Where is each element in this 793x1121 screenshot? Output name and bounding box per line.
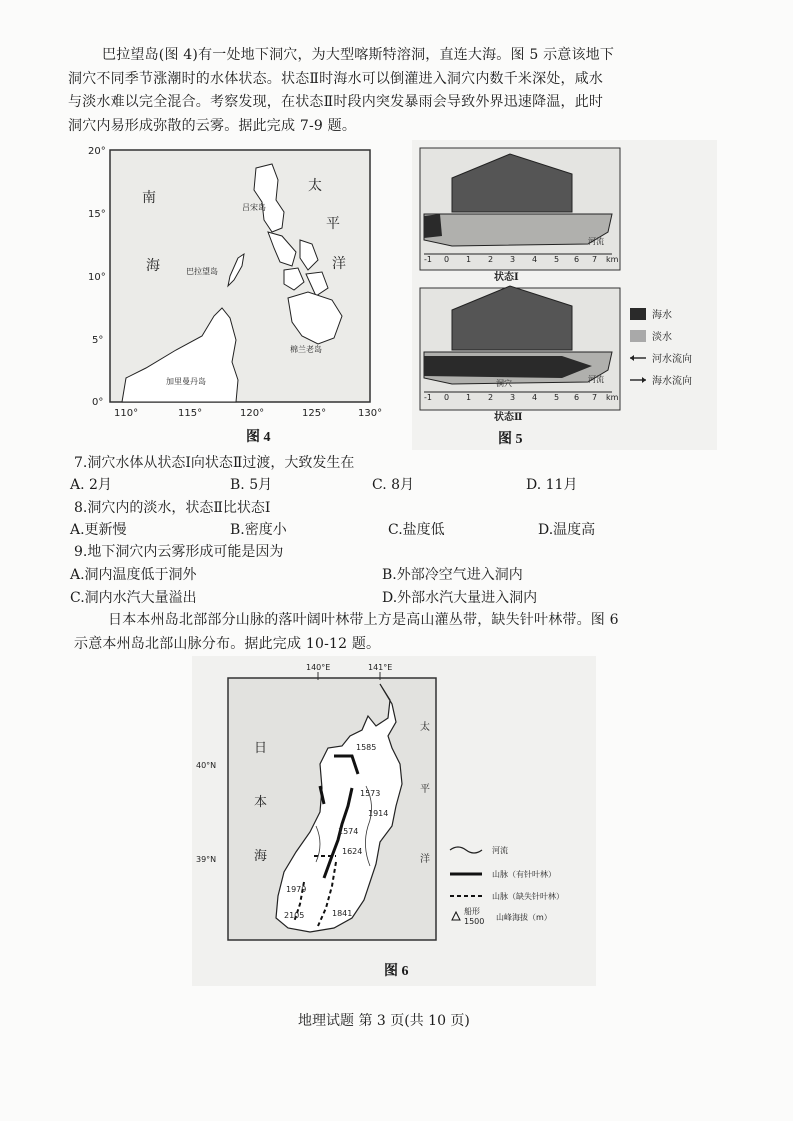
intro-line: 与淡水难以完全混合。考察发现，在状态Ⅱ时段内突发暴雨会导致外界迅速降温，此时 [68, 94, 604, 110]
lat-label: 10° [88, 272, 106, 283]
peak-label: 2105 [284, 911, 305, 920]
place-label-luzon: 吕宋岛 [242, 203, 266, 212]
page-footer: 地理试题 第 3 页(共 10 页) [298, 1013, 470, 1029]
peak-label: 1979 [286, 885, 307, 894]
axis-tick: 1 [466, 393, 472, 402]
sea-label-japan-1: 日 [254, 741, 268, 756]
legend-peak-sample-value: 1500 [464, 917, 485, 926]
question-8-stem: 8.洞穴内的淡水，状态Ⅱ比状态Ⅰ [74, 500, 271, 516]
legend-label: 山脉（有针叶林） [492, 870, 556, 879]
lat-label: 0° [92, 397, 104, 408]
state1-label: 状态Ⅰ [494, 272, 519, 283]
state2-label: 状态Ⅱ [494, 412, 523, 423]
lon-label: 141°E [368, 663, 393, 672]
axis-tick: 6 [574, 393, 580, 402]
figure-4 [86, 140, 386, 445]
legend-swatch-seawater [630, 308, 646, 320]
axis-tick: 3 [510, 255, 516, 264]
place-label-kalimantan: 加里曼丹岛 [166, 377, 206, 386]
peak-label: 1585 [356, 743, 377, 752]
figure-5-diagram [412, 140, 717, 450]
intro-paragraph-10-12 [74, 609, 754, 656]
axis-tick: 2 [488, 393, 494, 402]
intro-paragraph-7-9 [68, 44, 748, 138]
sea-label-pacific-1: 太 [420, 722, 430, 733]
figure-6-map [192, 656, 596, 986]
cave-label: 洞穴 [496, 379, 512, 388]
sea-label-japan-2: 本 [254, 795, 268, 810]
axis-unit: km [606, 255, 619, 264]
axis-unit: km [606, 393, 619, 402]
figure-6 [192, 656, 596, 986]
figure-5 [412, 140, 717, 450]
lon-label: 110° [114, 408, 139, 419]
sea-label-south-2: 海 [146, 258, 160, 274]
question-7-option-b[interactable]: B. 5月 [230, 477, 273, 493]
sea-label-japan-3: 海 [254, 849, 268, 864]
place-label-mindanao: 棉兰老岛 [290, 345, 322, 354]
axis-tick: 7 [592, 255, 598, 264]
sea-label-pacific-3: 洋 [420, 854, 430, 865]
lat-label: 20° [88, 146, 106, 157]
lon-label: 125° [302, 408, 327, 419]
lon-label: 120° [240, 408, 265, 419]
legend-label: 海水 [652, 310, 672, 321]
place-label-palawan: 巴拉望岛 [186, 267, 218, 276]
axis-tick: 4 [532, 255, 538, 264]
lat-label: 39°N [196, 855, 217, 864]
axis-tick: 4 [532, 393, 538, 402]
river-label: 河流 [588, 375, 604, 384]
axis-tick: -1 [424, 393, 432, 402]
legend-label: 淡水 [652, 332, 672, 343]
intro-line: 巴拉望岛(图 4)有一处地下洞穴，为大型喀斯特溶洞，直连大海。图 5 示意该地下 [102, 47, 615, 63]
axis-tick: 1 [466, 255, 472, 264]
peak-label: 1573 [360, 789, 381, 798]
axis-tick: -1 [424, 255, 432, 264]
question-8-option-c[interactable]: C.盐度低 [388, 522, 445, 538]
legend-peak-sample-name: 船形 [464, 907, 480, 916]
question-8-option-a[interactable]: A.更新慢 [70, 522, 127, 538]
lat-label: 5° [92, 335, 104, 346]
axis-tick: 2 [488, 255, 494, 264]
axis-tick: 5 [554, 255, 560, 264]
axis-tick: 6 [574, 255, 580, 264]
question-7-option-d[interactable]: D. 11月 [526, 477, 578, 493]
question-7-stem: 7.洞穴水体从状态Ⅰ向状态Ⅱ过渡，大致发生在 [74, 455, 355, 471]
sea-label-pacific-1: 太 [308, 178, 322, 194]
axis-tick: 5 [554, 393, 560, 402]
question-9-option-a[interactable]: A.洞内温度低于洞外 [70, 567, 197, 583]
axis-tick: 3 [510, 393, 516, 402]
intro-line: 示意本州岛北部山脉分布。据此完成 10-12 题。 [74, 635, 381, 652]
sea-label-pacific-2: 平 [326, 216, 340, 232]
question-8-option-d[interactable]: D.温度高 [538, 522, 596, 538]
axis-tick: 0 [444, 255, 450, 264]
lon-label: 130° [358, 408, 383, 419]
legend-label: 海水流向 [652, 376, 692, 387]
peak-label: 1574 [338, 827, 359, 836]
question-9-option-d[interactable]: D.外部水汽大量进入洞内 [382, 590, 538, 606]
question-8-option-b[interactable]: B.密度小 [230, 522, 287, 538]
sea-label-pacific-2: 平 [420, 784, 430, 795]
legend-swatch-freshwater [630, 330, 646, 342]
lat-label: 15° [88, 209, 106, 220]
river-label: 河流 [588, 237, 604, 246]
legend-label: 河水流向 [652, 354, 692, 365]
lon-label: 115° [178, 408, 203, 419]
intro-line: 洞穴不同季节涨潮时的水体状态。状态Ⅱ时海水可以倒灌进入洞穴内数千米深处，咸水 [68, 70, 604, 87]
lat-label: 40°N [196, 761, 217, 770]
question-7-option-c[interactable]: C. 8月 [372, 477, 415, 493]
lon-label: 140°E [306, 663, 331, 672]
legend-label: 山脉（缺失针叶林） [492, 892, 564, 901]
intro-line: 洞穴内易形成弥散的云雾。据此完成 7-9 题。 [68, 117, 357, 134]
figure-4-caption: 图 4 [246, 430, 271, 445]
axis-tick: 0 [444, 393, 450, 402]
sea-label-south-1: 南 [142, 190, 156, 206]
axis-tick: 7 [592, 393, 598, 402]
question-7-option-a[interactable]: A. 2月 [70, 477, 112, 493]
figure-6-caption: 图 6 [384, 964, 409, 979]
figure-5-caption: 图 5 [498, 432, 523, 447]
question-9-option-c[interactable]: C.洞内水汽大量溢出 [70, 590, 197, 606]
peak-label: 1624 [342, 847, 363, 856]
question-9-stem: 9.地下洞穴内云雾形成可能是因为 [74, 544, 284, 560]
intro-line: 日本本州岛北部部分山脉的落叶阔叶林带上方是高山灌丛带，缺失针叶林带。图 6 [108, 612, 619, 628]
figure-4-map [86, 140, 386, 445]
sea-label-pacific-3: 洋 [332, 256, 346, 272]
peak-label: 1914 [368, 809, 389, 818]
legend-label: 河流 [492, 846, 508, 855]
question-9-option-b[interactable]: B.外部冷空气进入洞内 [382, 567, 523, 583]
legend-label: 山峰海拔（m） [496, 913, 552, 922]
peak-label: 1841 [332, 909, 353, 918]
